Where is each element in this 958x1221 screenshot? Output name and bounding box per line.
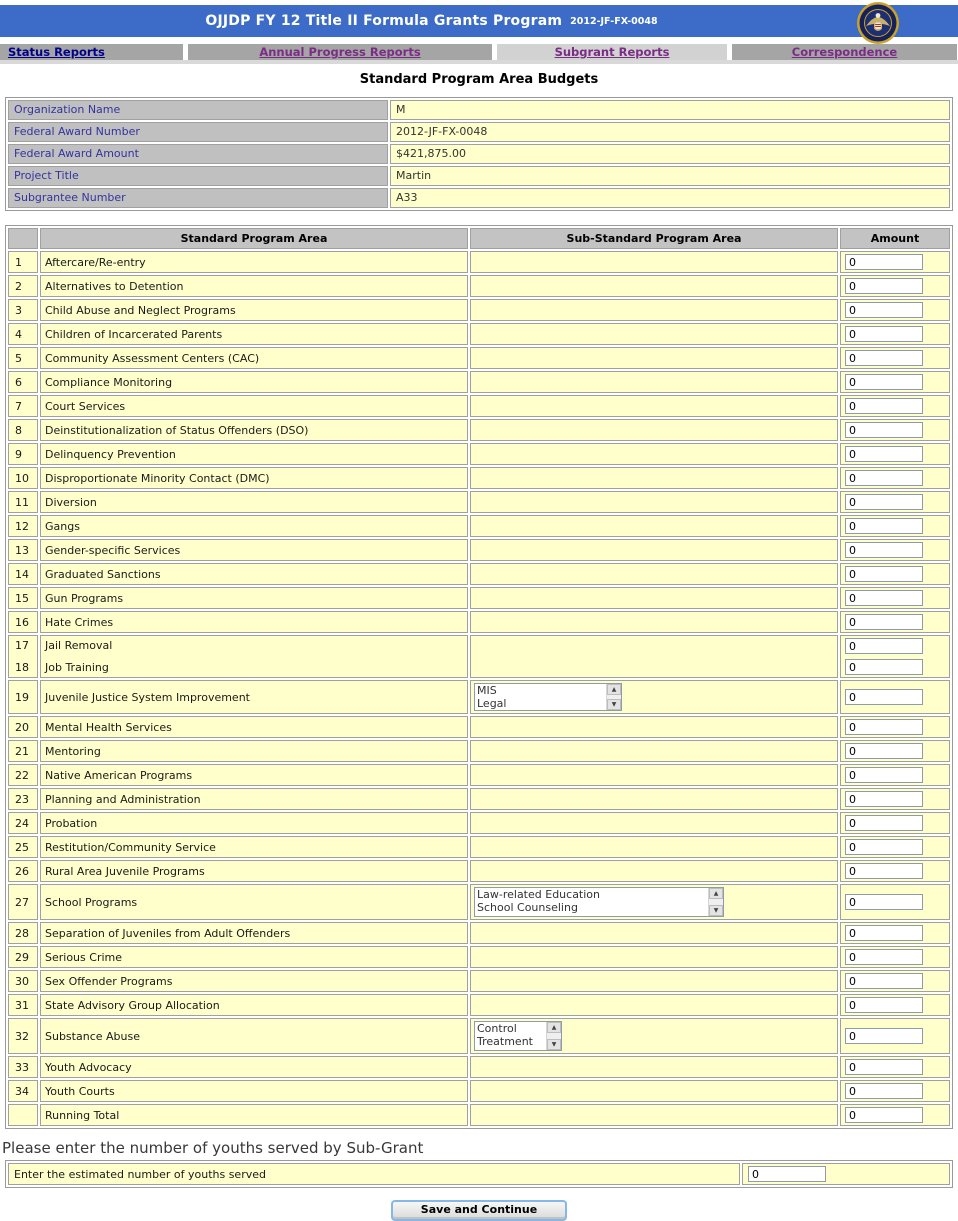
table-row [8, 740, 950, 762]
row-number: 26 [8, 860, 38, 882]
program-area-label: State Advisory Group Allocation [40, 994, 468, 1016]
sub-area-listbox[interactable] [474, 887, 724, 917]
table-row [8, 716, 950, 738]
tab-status-reports[interactable]: Status Reports [0, 44, 183, 60]
row-number: 17 [8, 635, 38, 657]
row-number: 18 [8, 657, 38, 678]
table-row [8, 539, 950, 561]
program-area-label: Substance Abuse [40, 1018, 468, 1054]
amount-input[interactable] [845, 638, 923, 654]
amount-input[interactable] [845, 542, 923, 558]
sub-program-area-cell [470, 764, 838, 786]
program-area-label: Jail Removal [40, 635, 468, 657]
sub-program-area-cell [470, 371, 838, 393]
amount-input[interactable] [845, 470, 923, 486]
button-row [0, 1200, 958, 1221]
row-number: 24 [8, 812, 38, 834]
listbox-option[interactable]: Treatment [477, 1035, 533, 1048]
sub-program-area-cell [470, 1104, 838, 1126]
program-area-label: Running Total [40, 1104, 468, 1126]
listbox-option[interactable]: Legal [477, 697, 507, 710]
info-row [8, 144, 950, 164]
amount-input[interactable] [845, 659, 923, 675]
tab-subgrant-reports[interactable]: Subgrant Reports [497, 44, 727, 60]
program-area-label: Separation of Juveniles from Adult Offenders [40, 922, 468, 944]
header-bar [0, 5, 958, 37]
amount-input[interactable] [845, 719, 923, 735]
program-area-label: Compliance Monitoring [40, 371, 468, 393]
program-area-label: Diversion [40, 491, 468, 513]
table-row [8, 812, 950, 834]
sub-program-area-cell [470, 635, 838, 657]
row-number: 32 [8, 1018, 38, 1054]
info-label: Project Title [8, 166, 388, 186]
info-row [8, 122, 950, 142]
row-number: 22 [8, 764, 38, 786]
amount-input[interactable] [845, 566, 923, 582]
info-value: $421,875.00 [390, 144, 950, 164]
listbox-option[interactable]: Control [477, 1022, 517, 1035]
row-number: 19 [8, 680, 38, 714]
sub-program-area-cell [470, 395, 838, 417]
listbox-option[interactable]: Law-related Education [477, 888, 601, 901]
sub-program-area-cell [470, 657, 838, 678]
listbox-option[interactable]: MIS [477, 684, 497, 697]
amount-input[interactable] [845, 398, 923, 414]
info-label: Federal Award Amount [8, 144, 388, 164]
row-number: 9 [8, 443, 38, 465]
sub-program-area-cell [470, 680, 838, 714]
listbox-scrollbar[interactable] [546, 1022, 561, 1050]
tab-correspondence[interactable]: Correspondence [732, 44, 957, 60]
sub-program-area-cell [470, 587, 838, 609]
sub-program-area-cell [470, 443, 838, 465]
scroll-up-icon[interactable]: ▲ [607, 684, 621, 695]
info-value: 2012-JF-FX-0048 [390, 122, 950, 142]
award-number-header: 2012-JF-FX-0048 [570, 15, 658, 27]
table-row [8, 419, 950, 441]
program-area-label: Gangs [40, 515, 468, 537]
table-row [8, 860, 950, 882]
sub-program-area-cell [470, 970, 838, 992]
table-row [8, 764, 950, 786]
listbox-option[interactable]: School Counseling [477, 901, 578, 914]
amount-input[interactable] [845, 350, 923, 366]
table-row [8, 515, 950, 537]
table-row [8, 371, 950, 393]
table-row [8, 395, 950, 417]
program-area-label: Sex Offender Programs [40, 970, 468, 992]
amount-input[interactable] [845, 767, 923, 783]
table-row [8, 884, 950, 920]
program-area-label: Serious Crime [40, 946, 468, 968]
page-title: Standard Program Area Budgets [359, 72, 599, 87]
table-row [8, 251, 950, 273]
sub-area-listbox[interactable] [474, 1021, 562, 1051]
row-number: 10 [8, 467, 38, 489]
amount-input[interactable] [845, 326, 923, 342]
amount-input[interactable] [845, 1028, 923, 1044]
sub-program-area-cell [470, 251, 838, 273]
header-number [8, 228, 38, 249]
sub-program-area-cell [470, 922, 838, 944]
row-number: 13 [8, 539, 38, 561]
program-area-label: Delinquency Prevention [40, 443, 468, 465]
scroll-down-icon[interactable]: ▼ [709, 905, 723, 916]
row-number: 2 [8, 275, 38, 297]
table-row [8, 275, 950, 297]
tab-annual-progress-reports[interactable]: Annual Progress Reports [188, 44, 492, 60]
table-row [8, 467, 950, 489]
amount-input[interactable] [845, 689, 923, 705]
row-number: 11 [8, 491, 38, 513]
amount-input[interactable] [845, 302, 923, 318]
row-number [8, 1104, 38, 1126]
row-number: 30 [8, 970, 38, 992]
program-area-label: Alternatives to Detention [40, 275, 468, 297]
program-area-label: Rural Area Juvenile Programs [40, 860, 468, 882]
sub-program-area-cell [470, 716, 838, 738]
sub-program-area-cell [470, 1018, 838, 1054]
table-row [8, 443, 950, 465]
program-area-label: Youth Courts [40, 1080, 468, 1102]
youths-table [5, 1160, 953, 1188]
tab-bar [0, 44, 958, 60]
amount-input[interactable] [845, 743, 923, 759]
scroll-down-icon[interactable]: ▼ [607, 699, 621, 710]
amount-input[interactable] [845, 791, 923, 807]
amount-input[interactable] [845, 863, 923, 879]
row-number: 27 [8, 884, 38, 920]
sub-program-area-cell [470, 467, 838, 489]
row-number: 23 [8, 788, 38, 810]
amount-input[interactable] [845, 1083, 923, 1099]
info-value: M [390, 100, 950, 120]
program-area-label: Gender-specific Services [40, 539, 468, 561]
sub-program-area-cell [470, 419, 838, 441]
sub-program-area-cell [470, 611, 838, 633]
row-number: 34 [8, 1080, 38, 1102]
sub-program-area-cell [470, 491, 838, 513]
amount-input[interactable] [845, 894, 923, 910]
table-row [8, 788, 950, 810]
budget-table-header [8, 228, 950, 249]
sub-program-area-cell [470, 275, 838, 297]
program-area-label: Court Services [40, 395, 468, 417]
table-row [8, 680, 950, 714]
amount-input[interactable] [845, 374, 923, 390]
amount-input[interactable] [845, 254, 923, 270]
amount-input[interactable] [845, 997, 923, 1013]
sub-area-listbox[interactable] [474, 683, 622, 711]
row-number: 14 [8, 563, 38, 585]
app-header [0, 5, 958, 37]
program-area-label: Juvenile Justice System Improvement [40, 680, 468, 714]
row-number: 28 [8, 922, 38, 944]
program-area-label: Child Abuse and Neglect Programs [40, 299, 468, 321]
program-area-label: Planning and Administration [40, 788, 468, 810]
row-number: 5 [8, 347, 38, 369]
youths-label: Enter the estimated number of youths served [8, 1163, 740, 1185]
table-row [8, 1080, 950, 1102]
app-title: OJJDP FY 12 Title II Formula Grants Program [205, 13, 563, 29]
program-area-label: Aftercare/Re-entry [40, 251, 468, 273]
table-row [8, 994, 950, 1016]
table-row [8, 635, 950, 657]
amount-input[interactable] [845, 949, 923, 965]
table-row [8, 836, 950, 858]
header-standard-program-area: Standard Program Area [40, 228, 468, 249]
table-row [8, 347, 950, 369]
sub-program-area-cell [470, 884, 838, 920]
program-area-label: Mentoring [40, 740, 468, 762]
sub-program-area-cell [470, 539, 838, 561]
sub-program-area-cell [470, 515, 838, 537]
row-number: 31 [8, 994, 38, 1016]
table-row [8, 1104, 950, 1126]
sub-program-area-cell [470, 812, 838, 834]
row-number: 16 [8, 611, 38, 633]
listbox-scrollbar[interactable] [606, 684, 621, 710]
program-area-label: Mental Health Services [40, 716, 468, 738]
row-number: 7 [8, 395, 38, 417]
table-row [8, 563, 950, 585]
sub-program-area-cell [470, 860, 838, 882]
header-sub-standard-program-area: Sub-Standard Program Area [470, 228, 838, 249]
table-row [8, 611, 950, 633]
table-row [8, 970, 950, 992]
header-amount: Amount [840, 228, 950, 249]
budget-rows [8, 251, 950, 1126]
table-row [8, 657, 950, 678]
row-number: 20 [8, 716, 38, 738]
amount-input[interactable] [845, 494, 923, 510]
sub-program-area-cell [470, 740, 838, 762]
program-area-label: Restitution/Community Service [40, 836, 468, 858]
doj-seal-icon [856, 1, 900, 45]
amount-input[interactable] [845, 422, 923, 438]
table-row [8, 587, 950, 609]
amount-input[interactable] [845, 1107, 923, 1123]
row-number: 6 [8, 371, 38, 393]
table-row [8, 1056, 950, 1078]
sub-program-area-cell [470, 946, 838, 968]
amount-input[interactable] [845, 614, 923, 630]
table-row [8, 922, 950, 944]
amount-input[interactable] [845, 446, 923, 462]
row-number: 3 [8, 299, 38, 321]
program-area-label: Graduated Sanctions [40, 563, 468, 585]
scroll-up-icon[interactable]: ▲ [547, 1022, 561, 1033]
scroll-up-icon[interactable]: ▲ [709, 888, 723, 899]
table-row [8, 491, 950, 513]
row-number: 25 [8, 836, 38, 858]
program-area-label: School Programs [40, 884, 468, 920]
amount-input[interactable] [845, 518, 923, 534]
row-number: 12 [8, 515, 38, 537]
amount-input[interactable] [845, 278, 923, 294]
sub-program-area-cell [470, 836, 838, 858]
sub-program-area-cell [470, 323, 838, 345]
sub-program-area-cell [470, 299, 838, 321]
amount-input[interactable] [845, 1059, 923, 1075]
amount-input[interactable] [845, 815, 923, 831]
program-area-label: Probation [40, 812, 468, 834]
row-number: 21 [8, 740, 38, 762]
amount-input[interactable] [845, 839, 923, 855]
program-area-label: Job Training [40, 657, 468, 678]
youths-row [8, 1163, 950, 1185]
row-number: 4 [8, 323, 38, 345]
program-area-label: Hate Crimes [40, 611, 468, 633]
program-area-label: Disproportionate Minority Contact (DMC) [40, 467, 468, 489]
info-row [8, 100, 950, 120]
program-area-label: Youth Advocacy [40, 1056, 468, 1078]
sub-program-area-cell [470, 994, 838, 1016]
info-value: A33 [390, 188, 950, 208]
table-row [8, 946, 950, 968]
row-number: 15 [8, 587, 38, 609]
scroll-down-icon[interactable]: ▼ [547, 1039, 561, 1050]
info-label: Subgrantee Number [8, 188, 388, 208]
table-row [8, 299, 950, 321]
program-area-label: Deinstitutionalization of Status Offenders (DSO) [40, 419, 468, 441]
sub-program-area-cell [470, 563, 838, 585]
info-label: Organization Name [8, 100, 388, 120]
info-row [8, 166, 950, 186]
row-number: 1 [8, 251, 38, 273]
listbox-scrollbar[interactable] [708, 888, 723, 916]
youths-served-input[interactable] [748, 1166, 826, 1182]
row-number: 33 [8, 1056, 38, 1078]
row-number: 29 [8, 946, 38, 968]
amount-input[interactable] [845, 925, 923, 941]
sub-program-area-cell [470, 1080, 838, 1102]
program-area-label: Native American Programs [40, 764, 468, 786]
info-row [8, 188, 950, 208]
program-area-label: Gun Programs [40, 587, 468, 609]
youths-section-heading: Please enter the number of youths served by Sub-Grant [2, 1139, 424, 1157]
row-number: 8 [8, 419, 38, 441]
sub-program-area-cell [470, 788, 838, 810]
sub-program-area-cell [470, 1056, 838, 1078]
table-row [8, 323, 950, 345]
budget-table [5, 225, 953, 1129]
info-value: Martin [390, 166, 950, 186]
info-label: Federal Award Number [8, 122, 388, 142]
tab-strip [0, 60, 958, 64]
amount-input[interactable] [845, 973, 923, 989]
program-area-label: Children of Incarcerated Parents [40, 323, 468, 345]
program-area-label: Community Assessment Centers (CAC) [40, 347, 468, 369]
grant-info-table [5, 97, 953, 211]
save-and-continue-button[interactable]: Save and Continue [391, 1200, 567, 1221]
amount-input[interactable] [845, 590, 923, 606]
sub-program-area-cell [470, 347, 838, 369]
table-row [8, 1018, 950, 1054]
